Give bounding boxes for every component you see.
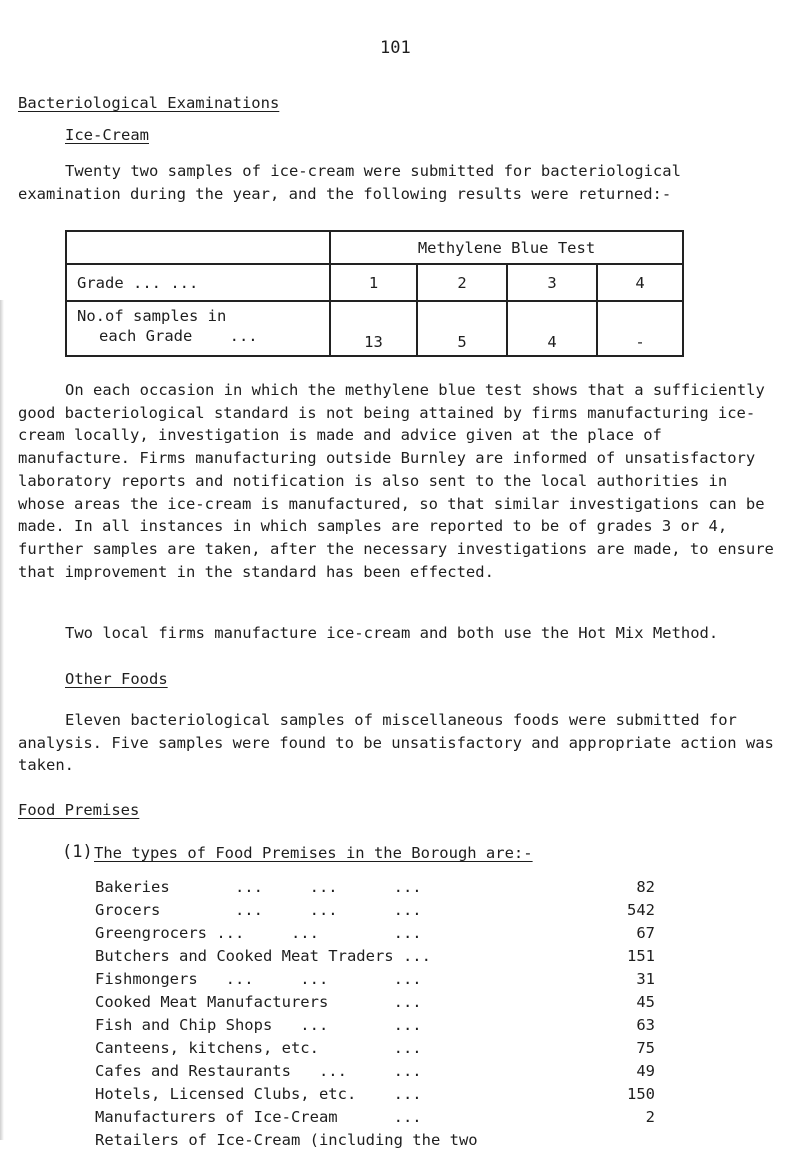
- premises-label: Hotels, Licensed Clubs, etc. ...: [95, 1085, 422, 1103]
- list-item: [95, 1016, 655, 1038]
- count-cell: 5: [417, 301, 507, 356]
- list-item: [95, 901, 655, 923]
- premises-count: 82: [636, 878, 655, 896]
- list-item: [95, 993, 655, 1015]
- premises-label: Butchers and Cooked Meat Traders ...: [95, 947, 431, 965]
- list-item: [95, 1108, 655, 1130]
- premises-label: Canteens, kitchens, etc. ...: [95, 1039, 422, 1057]
- premises-count: 151: [627, 947, 655, 965]
- premises-label: Cooked Meat Manufacturers ...: [95, 993, 422, 1011]
- list-item: [95, 1062, 655, 1084]
- grade-cell: 3: [507, 264, 597, 301]
- premises-item-number: (1): [62, 842, 93, 862]
- intro-paragraph: Twenty two samples of ice-cream were submitted for bacteriological examination during the year, and the following results were returned:-: [18, 162, 681, 203]
- page-shadow-edge: [0, 300, 4, 1140]
- list-item: [95, 878, 655, 900]
- premises-count: 2: [645, 1108, 655, 1126]
- list-item: [95, 970, 655, 992]
- premises-count: 150: [627, 1085, 655, 1103]
- count-cell: 4: [507, 301, 597, 356]
- premises-count: 67: [636, 924, 655, 942]
- premises-label: Bakeries ... ... ...: [95, 878, 422, 896]
- grade-cell: 2: [417, 264, 507, 301]
- premises-count: 75: [636, 1039, 655, 1057]
- premises-label: Fish and Chip Shops ... ...: [95, 1016, 422, 1034]
- retailers-line1: Retailers of Ice-Cream (including the two: [95, 1131, 478, 1149]
- premises-count: 31: [636, 970, 655, 988]
- premises-label: Greengrocers ... ... ...: [95, 924, 422, 942]
- premises-count: 45: [636, 993, 655, 1011]
- premises-intro: The types of Food Premises in the Borough are:-: [94, 844, 533, 862]
- list-item: [95, 924, 655, 946]
- samples-row-label-line1: No.of samples in: [77, 307, 227, 325]
- subheading-other-foods: Other Foods: [65, 670, 168, 688]
- list-item: [95, 1039, 655, 1061]
- count-cell: -: [597, 301, 683, 356]
- subheading-food-premises: Food Premises: [18, 801, 140, 819]
- section-heading: Bacteriological Examinations: [18, 94, 280, 112]
- samples-row-label-line2: each Grade ...: [99, 327, 258, 345]
- table-header: Methylene Blue Test: [330, 231, 683, 264]
- list-item: [95, 1085, 655, 1107]
- premises-label: Grocers ... ... ...: [95, 901, 422, 919]
- page-number: 101: [380, 38, 411, 58]
- methylene-blue-table: [65, 230, 684, 357]
- paragraph-hot-mix: Two local firms manufacture ice-cream and both use the Hot Mix Method.: [65, 624, 719, 642]
- grade-cell: 1: [330, 264, 417, 301]
- premises-count: 542: [627, 901, 655, 919]
- paragraph-other-foods: Eleven bacteriological samples of miscellaneous foods were submitted for analysis. Five samples were found to be unsatisfactory and appropriate action was taken.: [18, 711, 774, 775]
- grade-row-label: Grade ... ...: [66, 264, 330, 301]
- premises-label: Cafes and Restaurants ... ...: [95, 1062, 422, 1080]
- premises-count: 49: [636, 1062, 655, 1080]
- premises-label: Fishmongers ... ... ...: [95, 970, 422, 988]
- grade-cell: 4: [597, 264, 683, 301]
- subheading-ice-cream: Ice-Cream: [65, 126, 149, 144]
- premises-count: 63: [636, 1016, 655, 1034]
- list-item: [95, 947, 655, 969]
- table-empty-cell: [66, 231, 330, 264]
- paragraph-investigations: On each occasion in which the methylene blue test shows that a sufficiently good bacteriological standard is not being attained by firms manufacturing ice-cream locally, investigation is made and advice given at the place of manufacture. Firms manufacturing outside Burnley are informed of unsatisfactory laboratory reports and notification is also sent to the local authorities in whose areas the ice-cream is manufactured, so that similar investigations can be made. In all instances in which samples are reported to be of grades 3 or 4, further samples are taken, after the necessary investigations are made, to ensure that improvement in the standard has been effected.: [18, 381, 774, 581]
- premises-label: Manufacturers of Ice-Cream ...: [95, 1108, 422, 1126]
- count-cell: 13: [330, 301, 417, 356]
- samples-row-label: [66, 301, 330, 356]
